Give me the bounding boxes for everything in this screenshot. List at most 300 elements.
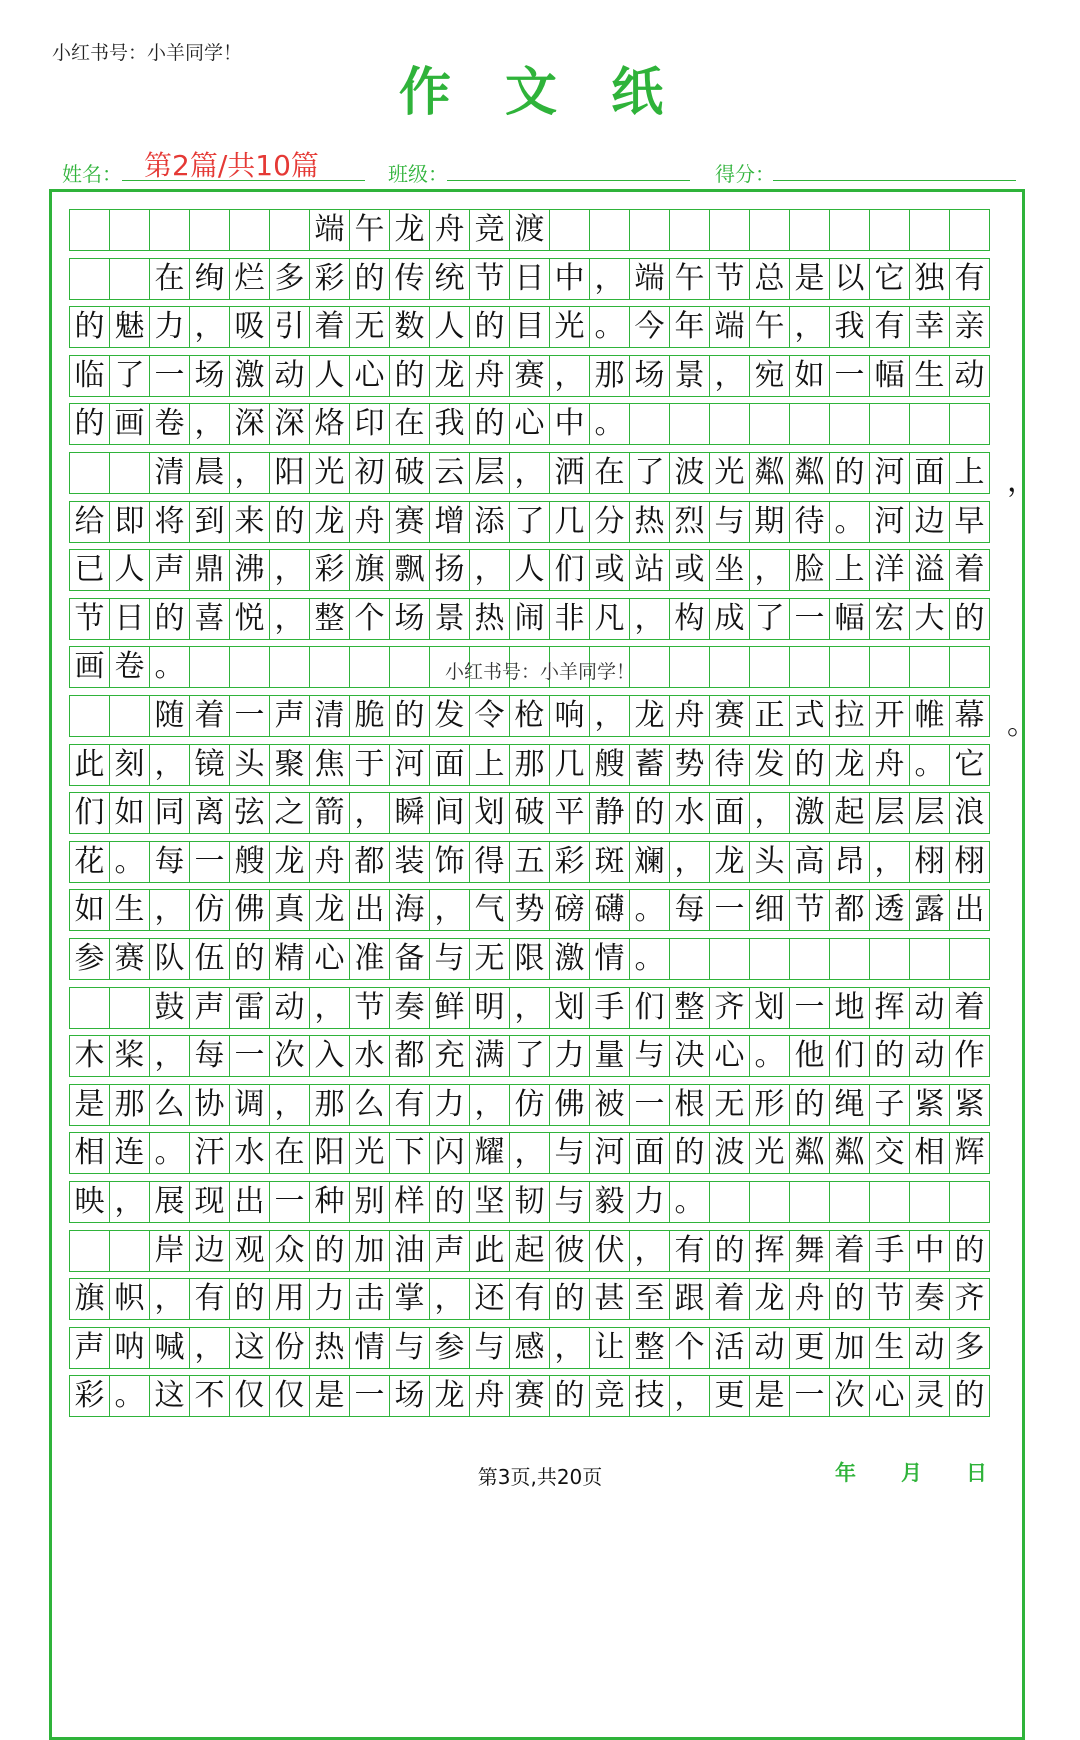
grid-cell: 让 — [589, 1327, 630, 1369]
grid-cell: 艘 — [229, 841, 270, 883]
grid-cell — [629, 403, 670, 445]
grid-cell: ， — [629, 598, 670, 640]
grid-row — [69, 646, 1009, 690]
grid-cell: 仿 — [189, 889, 230, 931]
grid-cell: 声 — [69, 1327, 110, 1369]
grid-cell: 下 — [389, 1132, 430, 1174]
grid-cell: 光 — [349, 1132, 390, 1174]
grid-cell: 龙 — [309, 501, 350, 543]
grid-cell: 年 — [669, 306, 710, 348]
grid-cell — [389, 646, 430, 688]
grid-cell: 深 — [229, 403, 270, 445]
grid-cell: ， — [589, 695, 630, 737]
grid-cell: 中 — [909, 1230, 950, 1272]
grid-cell: 的 — [669, 1132, 710, 1174]
grid-cell: 鲜 — [429, 987, 470, 1029]
grid-cell: 佛 — [549, 1084, 590, 1126]
grid-cell: 无 — [469, 938, 510, 980]
grid-cell — [909, 646, 950, 688]
grid-cell: 魅 — [109, 306, 150, 348]
grid-cell: 仅 — [229, 1375, 270, 1417]
grid-cell: 声 — [269, 695, 310, 737]
grid-cell: 交 — [869, 1132, 910, 1174]
grid-cell: 参 — [429, 1327, 470, 1369]
grid-cell: 场 — [389, 1375, 430, 1417]
grid-cell: 动 — [269, 355, 310, 397]
grid-cell: 面 — [909, 452, 950, 494]
grid-cell: 发 — [429, 695, 470, 737]
grid-cell: 此 — [69, 744, 110, 786]
grid-cell: 幅 — [829, 598, 870, 640]
grid-cell: 场 — [189, 355, 230, 397]
grid-row — [69, 889, 1009, 933]
grid-cell: 波 — [709, 1132, 750, 1174]
grid-cell: 。 — [909, 744, 950, 786]
grid-cell: 仅 — [269, 1375, 310, 1417]
grid-cell: 满 — [469, 1035, 510, 1077]
grid-cell: 是 — [749, 1375, 790, 1417]
grid-cell: 波 — [669, 452, 710, 494]
grid-cell: 粼 — [829, 1132, 870, 1174]
grid-cell: 的 — [469, 306, 510, 348]
grid-cell — [109, 452, 150, 494]
grid-cell: 入 — [309, 1035, 350, 1077]
grid-cell: 中 — [549, 403, 590, 445]
grid-cell: 技 — [629, 1375, 670, 1417]
grid-cell: 这 — [229, 1327, 270, 1369]
grid-cell: 整 — [669, 987, 710, 1029]
grid-cell: 烙 — [309, 403, 350, 445]
grid-cell: 龙 — [429, 355, 470, 397]
grid-cell — [69, 258, 110, 300]
grid-cell: ， — [509, 1132, 550, 1174]
grid-cell: 调 — [229, 1084, 270, 1126]
grid-cell — [69, 209, 110, 251]
grid-cell: 宏 — [869, 598, 910, 640]
grid-cell: 磅 — [549, 889, 590, 931]
grid-cell: 舟 — [469, 355, 510, 397]
grid-cell: ， — [509, 987, 550, 1029]
grid-cell: 么 — [149, 1084, 190, 1126]
grid-cell: 每 — [189, 1035, 230, 1077]
grid-cell: 舟 — [309, 841, 350, 883]
grid-cell: 景 — [429, 598, 470, 640]
grid-cell: 坐 — [709, 549, 750, 591]
grid-cell: 。 — [149, 646, 190, 688]
grid-cell: 渡 — [509, 209, 550, 251]
grid-cell — [749, 938, 790, 980]
grid-cell: ， — [789, 306, 830, 348]
grid-cell: 舟 — [469, 1375, 510, 1417]
grid-cell: 划 — [549, 987, 590, 1029]
grid-cell: 层 — [469, 452, 510, 494]
grid-cell — [69, 452, 110, 494]
grid-row — [69, 695, 1009, 739]
grid-cell: 正 — [749, 695, 790, 737]
grid-cell: 备 — [389, 938, 430, 980]
grid-cell: 那 — [309, 1084, 350, 1126]
grid-cell: 仿 — [509, 1084, 550, 1126]
grid-cell: 午 — [669, 258, 710, 300]
grid-cell — [669, 403, 710, 445]
grid-cell: 拉 — [829, 695, 870, 737]
grid-cell: 花 — [69, 841, 110, 883]
grid-cell: 们 — [69, 792, 110, 834]
grid-cell: 生 — [869, 1327, 910, 1369]
name-underline[interactable] — [122, 180, 365, 181]
grid-cell: ， — [229, 452, 270, 494]
score-underline[interactable] — [773, 180, 1016, 181]
score-label: 得分： — [715, 162, 775, 186]
grid-cell: 一 — [829, 355, 870, 397]
grid-cell — [669, 938, 710, 980]
grid-cell: 龙 — [829, 744, 870, 786]
grid-row — [69, 598, 1009, 642]
grid-cell: 头 — [749, 841, 790, 883]
grid-cell: 在 — [149, 258, 190, 300]
grid-cell: 了 — [109, 355, 150, 397]
grid-cell: 日 — [509, 258, 550, 300]
grid-cell — [669, 646, 710, 688]
grid-cell — [789, 938, 830, 980]
grid-cell: 力 — [629, 1181, 670, 1223]
grid-cell — [229, 646, 270, 688]
grid-cell: 个 — [669, 1327, 710, 1369]
grid-cell: 龙 — [749, 1278, 790, 1320]
grid-cell — [909, 938, 950, 980]
grid-cell: 镜 — [189, 744, 230, 786]
grid-cell: 无 — [709, 1084, 750, 1126]
grid-row — [69, 403, 1009, 447]
grid-cell: 高 — [789, 841, 830, 883]
grid-cell: 们 — [629, 987, 670, 1029]
grid-cell: 画 — [69, 646, 110, 688]
grid-cell: 协 — [189, 1084, 230, 1126]
grid-cell: 了 — [509, 501, 550, 543]
grid-cell: 脸 — [789, 549, 830, 591]
grid-cell: 毅 — [589, 1181, 630, 1223]
grid-cell: 生 — [109, 889, 150, 931]
grid-cell: 着 — [949, 549, 990, 591]
grid-cell: 帷 — [909, 695, 950, 737]
grid-cell: 呐 — [109, 1327, 150, 1369]
grid-cell: 观 — [229, 1230, 270, 1272]
grid-cell: 更 — [789, 1327, 830, 1369]
grid-cell: 至 — [629, 1278, 670, 1320]
grid-cell: 心 — [709, 1035, 750, 1077]
day-label: 日 — [966, 1461, 987, 1485]
grid-cell: 旗 — [69, 1278, 110, 1320]
grid-cell: 层 — [869, 792, 910, 834]
grid-cell: 声 — [149, 549, 190, 591]
grid-row — [69, 1132, 1009, 1176]
grid-cell: ， — [349, 792, 390, 834]
grid-cell: 的 — [269, 501, 310, 543]
grid-cell: 早 — [949, 501, 990, 543]
grid-cell: 队 — [149, 938, 190, 980]
grid-cell: 光 — [749, 1132, 790, 1174]
grid-cell: 面 — [429, 744, 470, 786]
grid-cell: 舟 — [789, 1278, 830, 1320]
grid-row — [69, 452, 1009, 496]
grid-cell: 赛 — [509, 355, 550, 397]
class-underline[interactable] — [447, 180, 690, 181]
grid-cell: 彩 — [309, 549, 350, 591]
grid-cell: 动 — [749, 1327, 790, 1369]
grid-cell: 一 — [229, 695, 270, 737]
grid-cell: 划 — [469, 792, 510, 834]
grid-cell: 佛 — [229, 889, 270, 931]
grid-cell — [549, 209, 590, 251]
grid-cell: 边 — [909, 501, 950, 543]
grid-cell: 子 — [869, 1084, 910, 1126]
grid-cell: 坚 — [469, 1181, 510, 1223]
grid-cell: 闪 — [429, 1132, 470, 1174]
grid-cell: 将 — [149, 501, 190, 543]
grid-cell — [829, 209, 870, 251]
grid-cell: 的 — [949, 598, 990, 640]
grid-cell: 我 — [429, 403, 470, 445]
grid-cell: 它 — [949, 744, 990, 786]
grid-cell: 喜 — [189, 598, 230, 640]
grid-cell: 露 — [909, 889, 950, 931]
grid-cell: 我 — [829, 306, 870, 348]
grid-cell: 整 — [309, 598, 350, 640]
grid-cell — [789, 209, 830, 251]
grid-cell: 的 — [549, 1278, 590, 1320]
grid-cell: 限 — [509, 938, 550, 980]
grid-row — [69, 1084, 1009, 1128]
grid-cell: 舞 — [789, 1230, 830, 1272]
grid-cell: 手 — [589, 987, 630, 1029]
grid-cell — [869, 403, 910, 445]
grid-cell: 的 — [229, 1278, 270, 1320]
grid-cell: 那 — [589, 355, 630, 397]
grid-cell: 舟 — [669, 695, 710, 737]
grid-cell: 有 — [869, 306, 910, 348]
grid-cell: 焦 — [309, 744, 350, 786]
grid-cell — [469, 646, 510, 688]
grid-cell: 层 — [909, 792, 950, 834]
grid-cell: 得 — [469, 841, 510, 883]
grid-cell: ， — [469, 1084, 510, 1126]
grid-cell: 与 — [549, 1181, 590, 1223]
grid-cell: 激 — [789, 792, 830, 834]
grid-cell — [189, 209, 230, 251]
grid-cell: 动 — [269, 987, 310, 1029]
grid-cell — [709, 403, 750, 445]
grid-cell: 面 — [629, 1132, 670, 1174]
grid-cell: 以 — [829, 258, 870, 300]
grid-cell: 气 — [469, 889, 510, 931]
grid-cell: 一 — [709, 889, 750, 931]
grid-cell: ， — [629, 1230, 670, 1272]
grid-cell: 紧 — [949, 1084, 990, 1126]
grid-cell: 装 — [389, 841, 430, 883]
grid-cell: 数 — [389, 306, 430, 348]
watermark-middle: 小红书号：小羊同学！ — [444, 661, 635, 683]
grid-cell: 画 — [109, 403, 150, 445]
grid-row — [69, 744, 1009, 788]
grid-cell: 的 — [229, 938, 270, 980]
grid-cell: 心 — [309, 938, 350, 980]
grid-cell: 水 — [669, 792, 710, 834]
grid-row — [69, 501, 1009, 545]
grid-cell: 破 — [509, 792, 550, 834]
grid-cell — [629, 646, 670, 688]
grid-cell: 彩 — [549, 841, 590, 883]
overflow-punctuation: 。 — [1007, 707, 1037, 742]
grid-cell: 绚 — [189, 258, 230, 300]
grid-cell: 那 — [109, 1084, 150, 1126]
grid-cell — [789, 403, 830, 445]
grid-row — [69, 792, 1009, 836]
grid-cell: 。 — [589, 306, 630, 348]
grid-cell: 势 — [669, 744, 710, 786]
grid-cell — [69, 695, 110, 737]
grid-row — [69, 1181, 1009, 1225]
grid-cell: 的 — [309, 1230, 350, 1272]
grid-cell: 艘 — [589, 744, 630, 786]
grid-cell: 洋 — [869, 549, 910, 591]
grid-cell: 鼓 — [149, 987, 190, 1029]
grid-cell: 在 — [269, 1132, 310, 1174]
grid-cell: 真 — [269, 889, 310, 931]
grid-cell: 河 — [869, 501, 910, 543]
grid-cell: 的 — [549, 1375, 590, 1417]
grid-cell: 节 — [709, 258, 750, 300]
grid-cell — [589, 646, 630, 688]
grid-cell — [789, 1181, 830, 1223]
grid-cell — [749, 209, 790, 251]
month-label: 月 — [901, 1461, 922, 1485]
grid-cell: 都 — [389, 1035, 430, 1077]
grid-cell: 根 — [669, 1084, 710, 1126]
grid-cell: 今 — [629, 306, 670, 348]
grid-cell: 有 — [669, 1230, 710, 1272]
grid-cell: 。 — [109, 841, 150, 883]
grid-cell: 齐 — [709, 987, 750, 1029]
grid-cell: 宛 — [749, 355, 790, 397]
grid-cell: 岸 — [149, 1230, 190, 1272]
grid-cell — [589, 209, 630, 251]
grid-cell: 此 — [469, 1230, 510, 1272]
grid-cell: 即 — [109, 501, 150, 543]
grid-cell: 掌 — [389, 1278, 430, 1320]
grid-cell: 现 — [189, 1181, 230, 1223]
grid-cell: 赛 — [709, 695, 750, 737]
grid-cell: 的 — [869, 1035, 910, 1077]
grid-row — [69, 1278, 1009, 1322]
grid-cell: 到 — [189, 501, 230, 543]
grid-cell — [909, 1181, 950, 1223]
grid-cell: 洒 — [549, 452, 590, 494]
grid-cell: ， — [269, 1084, 310, 1126]
grid-cell: ， — [469, 549, 510, 591]
grid-cell: 与 — [629, 1035, 670, 1077]
grid-cell: 别 — [349, 1181, 390, 1223]
grid-cell: 连 — [109, 1132, 150, 1174]
grid-cell: 云 — [429, 452, 470, 494]
grid-cell: 在 — [589, 452, 630, 494]
grid-cell — [69, 987, 110, 1029]
grid-cell: 映 — [69, 1181, 110, 1223]
grid-cell: 的 — [789, 744, 830, 786]
grid-cell — [309, 646, 350, 688]
grid-cell: 那 — [509, 744, 550, 786]
grid-cell: 了 — [749, 598, 790, 640]
grid-cell: 次 — [829, 1375, 870, 1417]
grid-cell: 热 — [309, 1327, 350, 1369]
grid-cell: 这 — [149, 1375, 190, 1417]
grid-cell: 力 — [149, 306, 190, 348]
grid-cell: 场 — [629, 355, 670, 397]
grid-cell — [829, 646, 870, 688]
grid-cell: 有 — [509, 1278, 550, 1320]
grid-cell: 奏 — [909, 1278, 950, 1320]
grid-cell: 击 — [349, 1278, 390, 1320]
grid-cell: 整 — [629, 1327, 670, 1369]
grid-cell: 如 — [109, 792, 150, 834]
grid-row — [69, 549, 1009, 593]
grid-cell — [229, 209, 270, 251]
grid-cell: 紧 — [909, 1084, 950, 1126]
grid-cell: 彼 — [549, 1230, 590, 1272]
grid-cell: 初 — [349, 452, 390, 494]
grid-cell: 动 — [909, 1327, 950, 1369]
grid-cell: 中 — [549, 258, 590, 300]
grid-cell: 彩 — [69, 1375, 110, 1417]
grid-cell: ， — [189, 1327, 230, 1369]
grid-cell — [709, 938, 750, 980]
grid-cell: 有 — [949, 258, 990, 300]
grid-cell: 上 — [469, 744, 510, 786]
grid-cell: ， — [269, 598, 310, 640]
grid-cell: 们 — [829, 1035, 870, 1077]
grid-cell: 在 — [389, 403, 430, 445]
grid-cell: 声 — [189, 987, 230, 1029]
grid-cell — [869, 1181, 910, 1223]
grid-cell: 刻 — [109, 744, 150, 786]
grid-cell: 日 — [109, 598, 150, 640]
grid-cell: 午 — [749, 306, 790, 348]
grid-cell: 龙 — [269, 841, 310, 883]
grid-cell: ， — [869, 841, 910, 883]
grid-cell: 灵 — [909, 1375, 950, 1417]
grid-cell: 粼 — [749, 452, 790, 494]
grid-cell: 情 — [349, 1327, 390, 1369]
grid-cell: 悦 — [229, 598, 270, 640]
grid-cell: 阳 — [309, 1132, 350, 1174]
grid-cell: 烂 — [229, 258, 270, 300]
grid-cell: 多 — [949, 1327, 990, 1369]
grid-cell: 每 — [669, 889, 710, 931]
grid-cell: 绳 — [829, 1084, 870, 1126]
grid-cell: 激 — [229, 355, 270, 397]
grid-cell: 展 — [149, 1181, 190, 1223]
grid-cell: 与 — [549, 1132, 590, 1174]
grid-cell: 伍 — [189, 938, 230, 980]
grid-cell: 人 — [429, 306, 470, 348]
grid-cell: 水 — [349, 1035, 390, 1077]
grid-row — [69, 1230, 1009, 1274]
grid-cell: 跟 — [669, 1278, 710, 1320]
grid-cell: ， — [709, 355, 750, 397]
grid-cell — [949, 1181, 990, 1223]
grid-cell: 人 — [109, 549, 150, 591]
grid-cell: ， — [429, 889, 470, 931]
grid-cell: 充 — [429, 1035, 470, 1077]
